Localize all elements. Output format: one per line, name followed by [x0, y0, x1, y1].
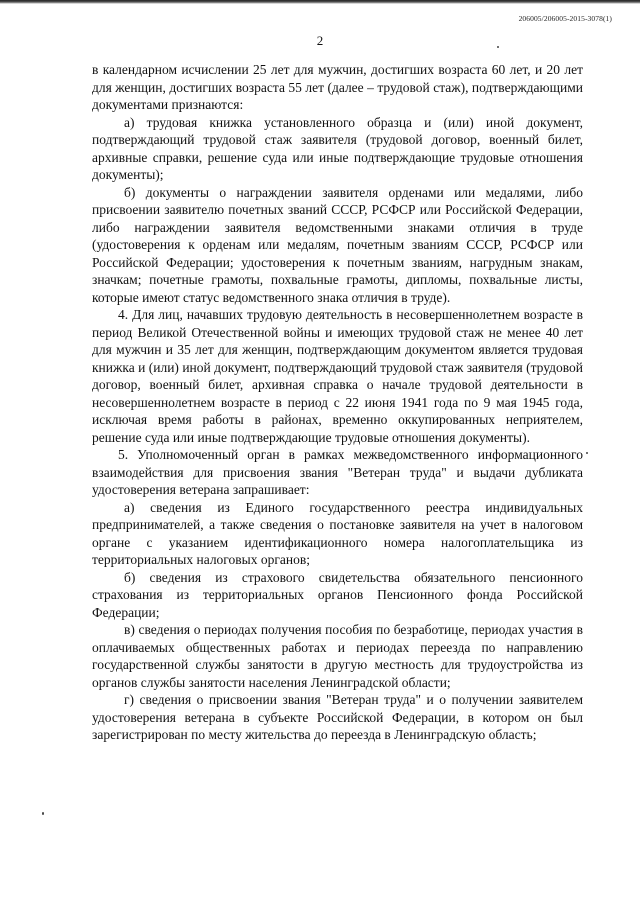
- paragraph-item-g-veteran-status: г) сведения о присвоении звания "Ветеран труда" и о получении заявителем удостоверения ветерана в субъекте Российской Федерации, в котором он был зарегистрирован по месту жительства до переезда в Ленинградскую область;: [92, 692, 583, 742]
- paragraph-point-4: 4. Для лиц, начавших трудовую деятельность в несовершеннолетнем возрасте в период Великой Отечественной войны и имеющих трудовой стаж не менее 40 лет для мужчин и 35 лет для женщин, подтверждающим документом является трудовая книжка и (или) иной документ, подтверждающий трудовой стаж заявителя (трудовой договор, военный билет, архивная справка о начале трудовой деятельности в несовершеннолетнем возрасте в период с 22 июня 1941 года по 9 мая 1945 года, исключая время работы в районах, временно оккупированных неприятелем, решение суда или иные подтверждающие трудовые отношения документы).: [92, 307, 583, 445]
- paragraph-point-5: 5. Уполномоченный орган в рамках межведомственного информационного взаимодействия для присвоения звания "Ветеран труда" и выдачи дубликата удостоверения ветерана запрашивает:: [92, 447, 583, 497]
- paragraph-item-a-tax-registry: а) сведения из Единого государственного реестра индивидуальных предпринимателей, а также сведения о постановке заявителя на учет в налоговом органе с указанием идентификационного номера налогоплательщика из территориальных налоговых органов;: [92, 499, 583, 567]
- paragraph-item-a-workbook: а) трудовая книжка установленного образца и (или) иной документ, подтверждающий трудовой стаж заявителя (трудовой договор, военный билет, архивные справки, решение суда или иные подтверждающие трудовые отношения документы);: [92, 114, 583, 182]
- paragraph-item-v-unemployment: в) сведения о периодах получения пособия по безработице, периодах участия в оплачиваемых общественных работах и периодах переезда по направлению государственной службы занятости в другую местность для трудоустройства из органов службы занятости населения Ленинградской области;: [92, 622, 583, 690]
- document-body: [92, 61, 583, 744]
- document-id: 206005/206005-2015-3078(1): [518, 14, 612, 23]
- paragraph-item-b-awards: б) документы о награждении заявителя орденами или медалями, либо присвоении заявителю почетных званий СССР, РСФСР или Российской Федерации, либо награждении заявителя ведомственными знаками отличия в труде (удостоверения к орденам или медалям, почетным званиям СССР, РСФСР или Российской Федерации; удостоверения к почетным званиям, нагрудным знакам, значкам; почетные грамоты, похвальные грамоты, дипломы, похвальные листы, которые имеют статус ведомственного знака отличия в труде).: [92, 184, 583, 305]
- scan-speck: [42, 812, 44, 815]
- page-number: 2: [316, 33, 324, 48]
- paragraph-item-b-pension: б) сведения из страхового свидетельства обязательного пенсионного страхования из территориальных органов Пенсионного фонда Российской Федерации;: [92, 569, 583, 620]
- scan-top-edge: [0, 0, 640, 4]
- paragraph-stazh-continuation: в календарном исчислении 25 лет для мужчин, достигших возраста 60 лет, и 20 лет для женщин, достигших возраста 55 лет (далее – трудовой стаж), подтверждающими документами признаются:: [92, 62, 583, 112]
- scan-speck: [497, 46, 499, 48]
- scan-speck: [586, 452, 588, 454]
